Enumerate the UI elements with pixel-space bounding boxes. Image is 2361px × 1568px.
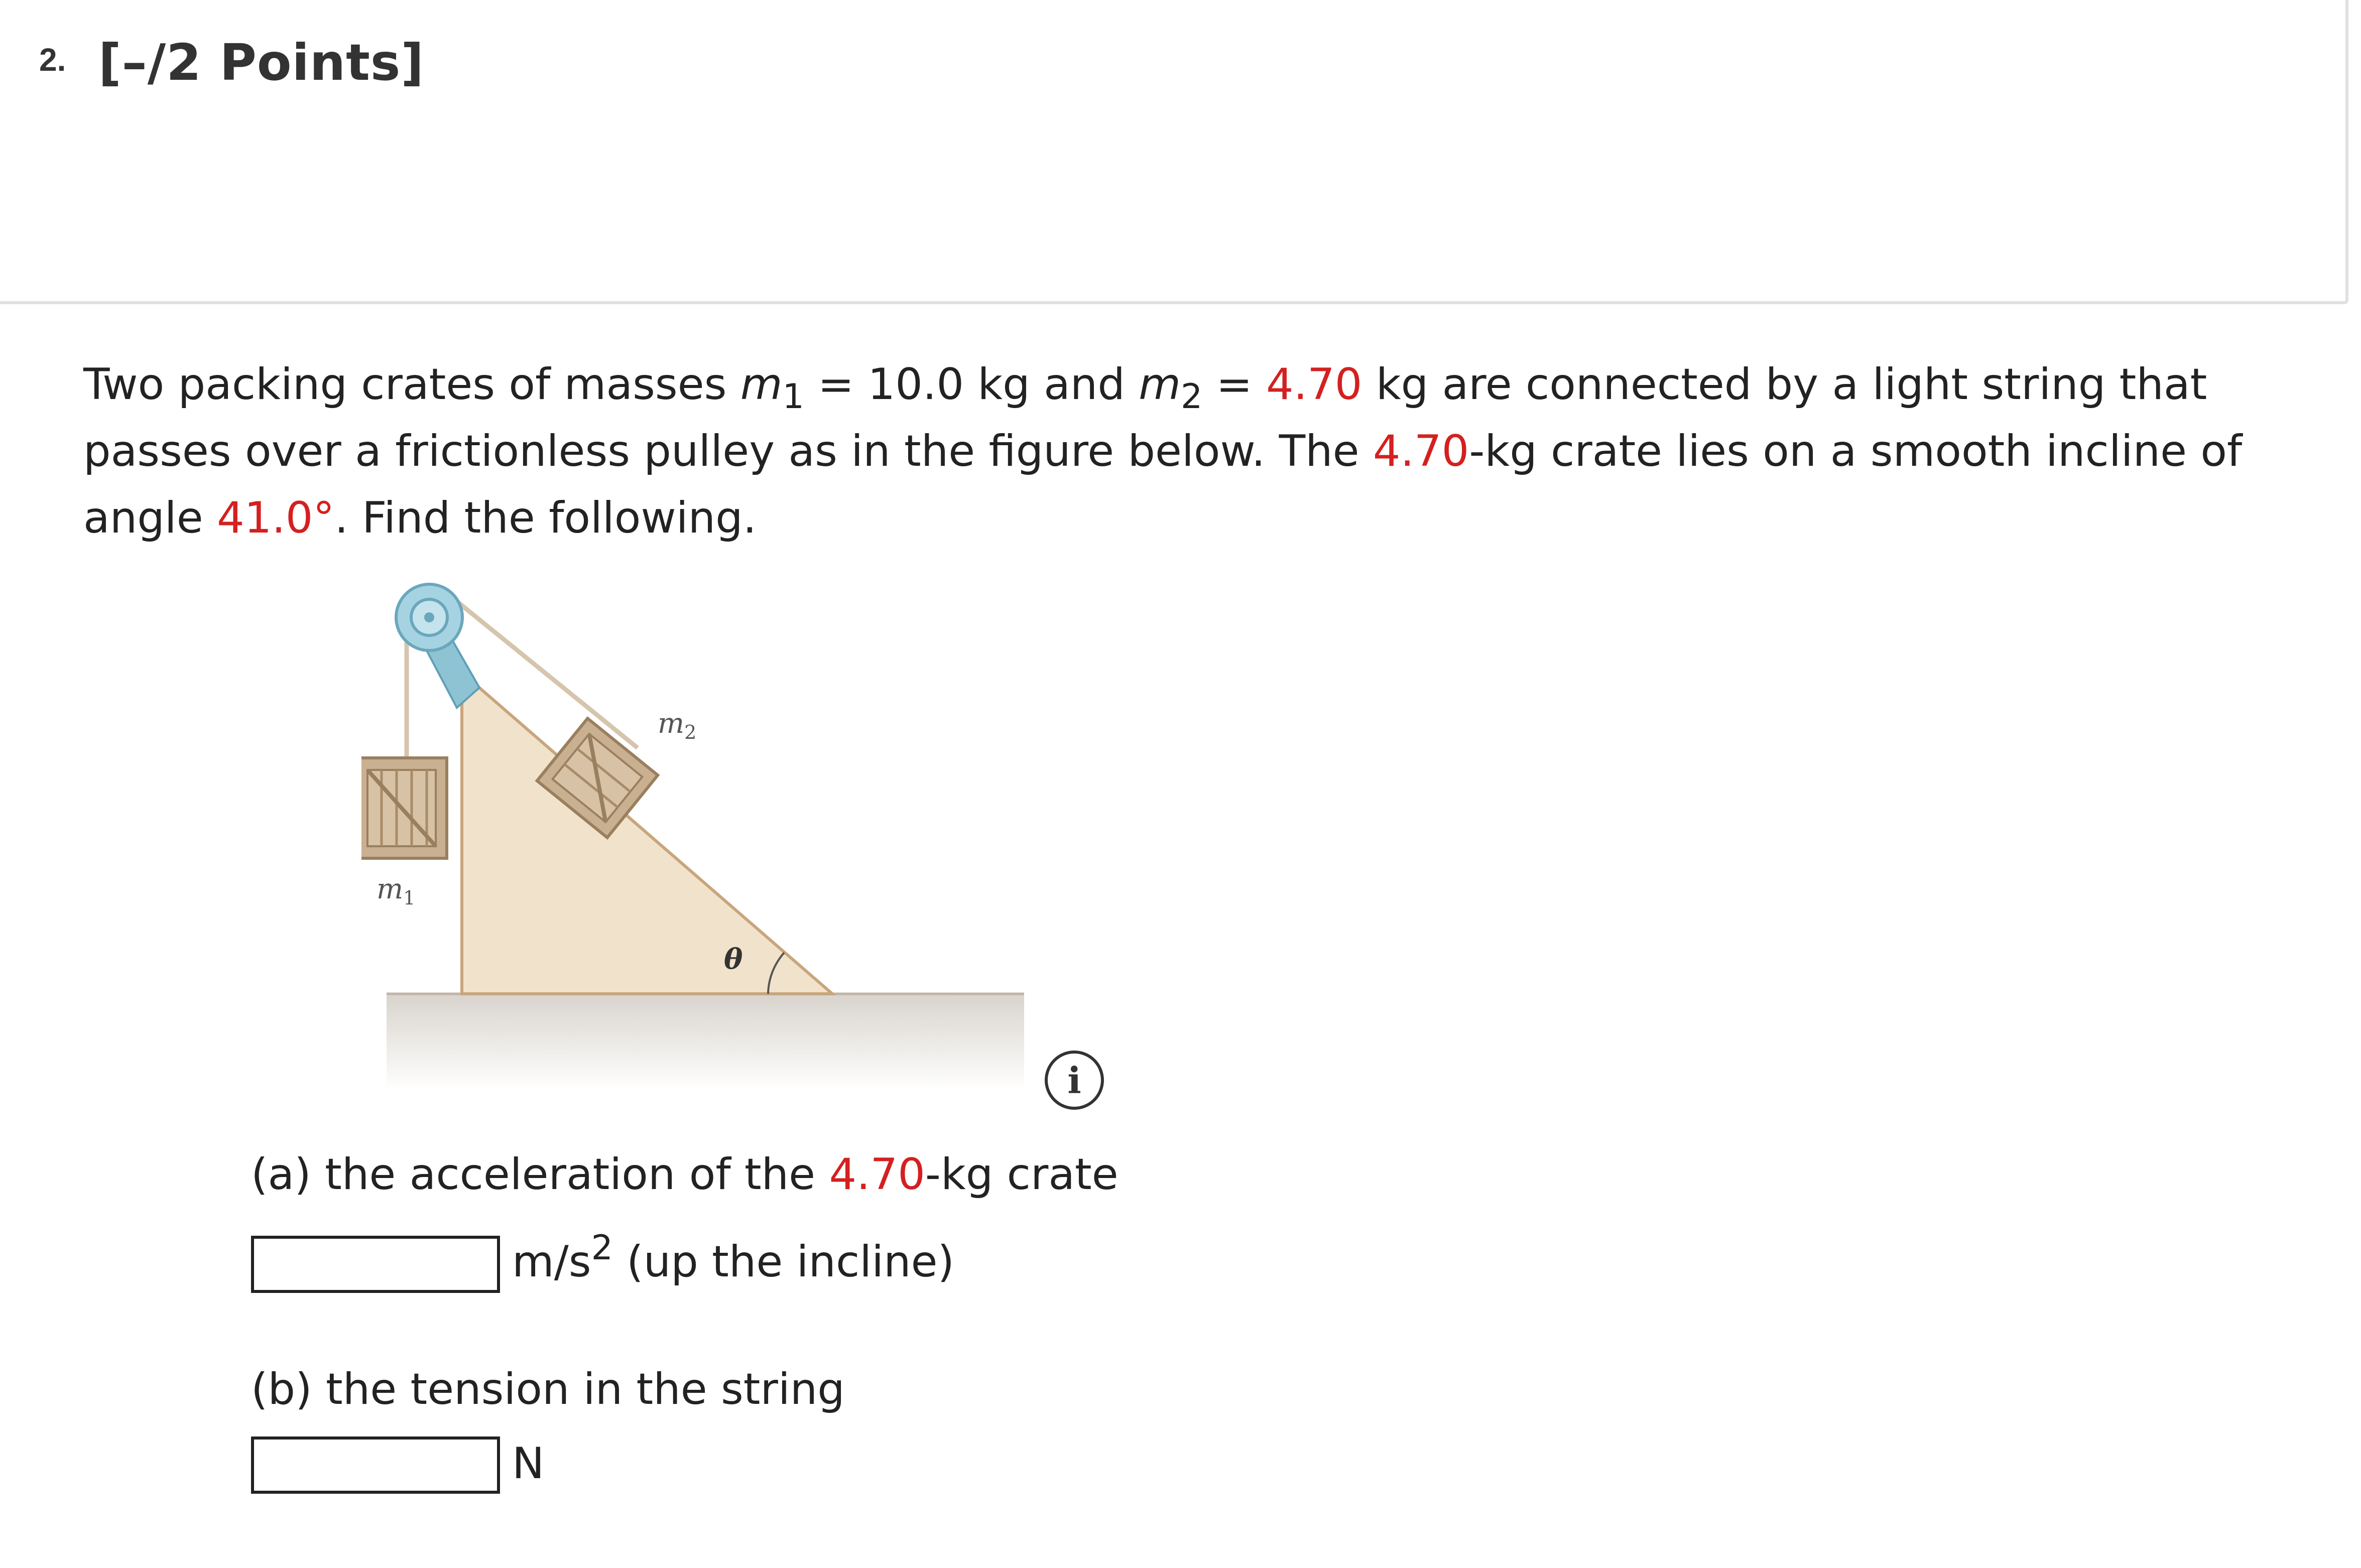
crate-m1 [361, 758, 447, 858]
m2-label: $m_2$ [658, 707, 697, 743]
theta-label: θ [724, 943, 743, 976]
svg-text:i: i [1067, 1059, 1081, 1102]
part-a-value: 4.70 [829, 1149, 925, 1200]
question-header [0, 0, 2348, 304]
incline [462, 673, 832, 994]
question-points: [–/2 Points] [98, 33, 425, 92]
acceleration-answer-input[interactable] [251, 1236, 500, 1293]
part-a-label: (a) the acceleration of the 4.70-kg crate [251, 1149, 1119, 1200]
question-number: 2. [39, 42, 66, 78]
part-b-label: (b) the tension in the string [251, 1364, 845, 1414]
ground [387, 994, 1024, 1089]
pulley [396, 584, 462, 650]
incline-pulley-figure [361, 582, 1114, 1089]
tension-unit: N [512, 1439, 545, 1489]
angle-value: 41.0° [216, 493, 335, 543]
tension-answer-input[interactable] [251, 1436, 500, 1494]
crate-value: 4.70 [1373, 426, 1469, 476]
m1-label: $m_1$ [377, 873, 416, 909]
m2-value: 4.70 [1266, 359, 1362, 410]
info-icon[interactable] [1043, 1049, 1105, 1111]
acceleration-unit: $m/s^2$ (up the incline) [512, 1228, 955, 1287]
problem-statement: Two packing crates of masses $m_1 = 10.0$ kg and $m_2 = 4.70$ kg are connected by a light string that passes over a frictionless pulley as in the figure below. The 4.70-kg crate lies on a smooth incline of angle 41.0°. Find the following. [83, 359, 2243, 543]
